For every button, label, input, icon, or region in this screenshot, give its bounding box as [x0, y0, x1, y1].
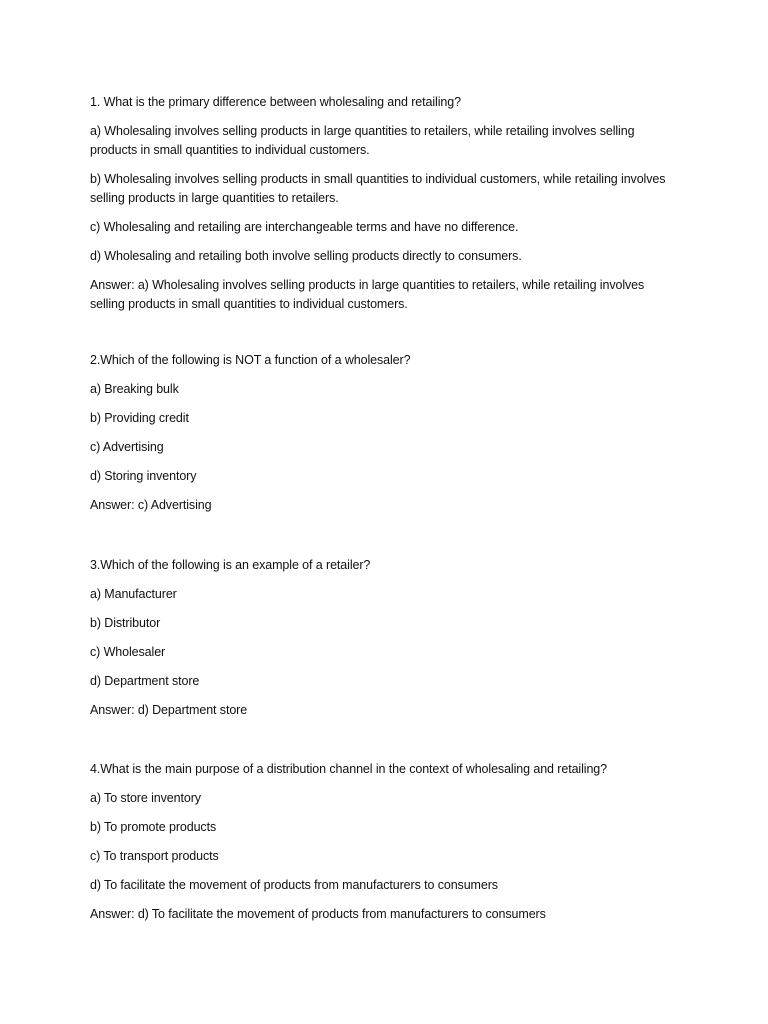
option-d: d) Wholesaling and retailing both involve selling products directly to consumers. — [90, 249, 522, 263]
question-block-2 — [90, 351, 680, 515]
question-text: 4.What is the main purpose of a distribution channel in the context of wholesaling and retailing? — [90, 762, 608, 776]
answer-text: Answer: a) Wholesaling involves selling products in large quantities to retailers, while retailing involves selling products in small quantities to individual customers. — [90, 278, 645, 311]
option-b: b) Wholesaling involves selling products in small quantities to individual customers, while retailing involves selling products in large quantities to retailers. — [90, 172, 666, 205]
option-a: a) To store inventory — [90, 791, 201, 805]
option-c: c) To transport products — [90, 849, 219, 863]
option-b: b) Providing credit — [90, 411, 189, 425]
option-c: c) Wholesaler — [90, 645, 166, 659]
question-block-3 — [90, 556, 680, 720]
option-c: c) Advertising — [90, 440, 164, 454]
question-block-1 — [90, 93, 680, 314]
option-d: d) Storing inventory — [90, 469, 197, 483]
answer-text: Answer: c) Advertising — [90, 498, 212, 512]
option-b: b) Distributor — [90, 616, 161, 630]
option-d: d) To facilitate the movement of products from manufacturers to consumers — [90, 878, 498, 892]
option-b: b) To promote products — [90, 820, 217, 834]
option-a: a) Manufacturer — [90, 587, 177, 601]
option-c: c) Wholesaling and retailing are interchangeable terms and have no difference. — [90, 220, 519, 234]
question-text: 2.Which of the following is NOT a function of a wholesaler? — [90, 353, 411, 367]
answer-text: Answer: d) Department store — [90, 703, 248, 717]
question-text: 1. What is the primary difference between wholesaling and retailing? — [90, 95, 461, 109]
option-a: a) Wholesaling involves selling products in large quantities to retailers, while retailing involves selling products in small quantities to individual customers. — [90, 124, 635, 157]
option-d: d) Department store — [90, 674, 200, 688]
option-a: a) Breaking bulk — [90, 382, 179, 396]
answer-text: Answer: d) To facilitate the movement of products from manufacturers to consumers — [90, 907, 546, 921]
question-block-4 — [90, 760, 680, 924]
question-text: 3.Which of the following is an example of a retailer? — [90, 558, 371, 572]
